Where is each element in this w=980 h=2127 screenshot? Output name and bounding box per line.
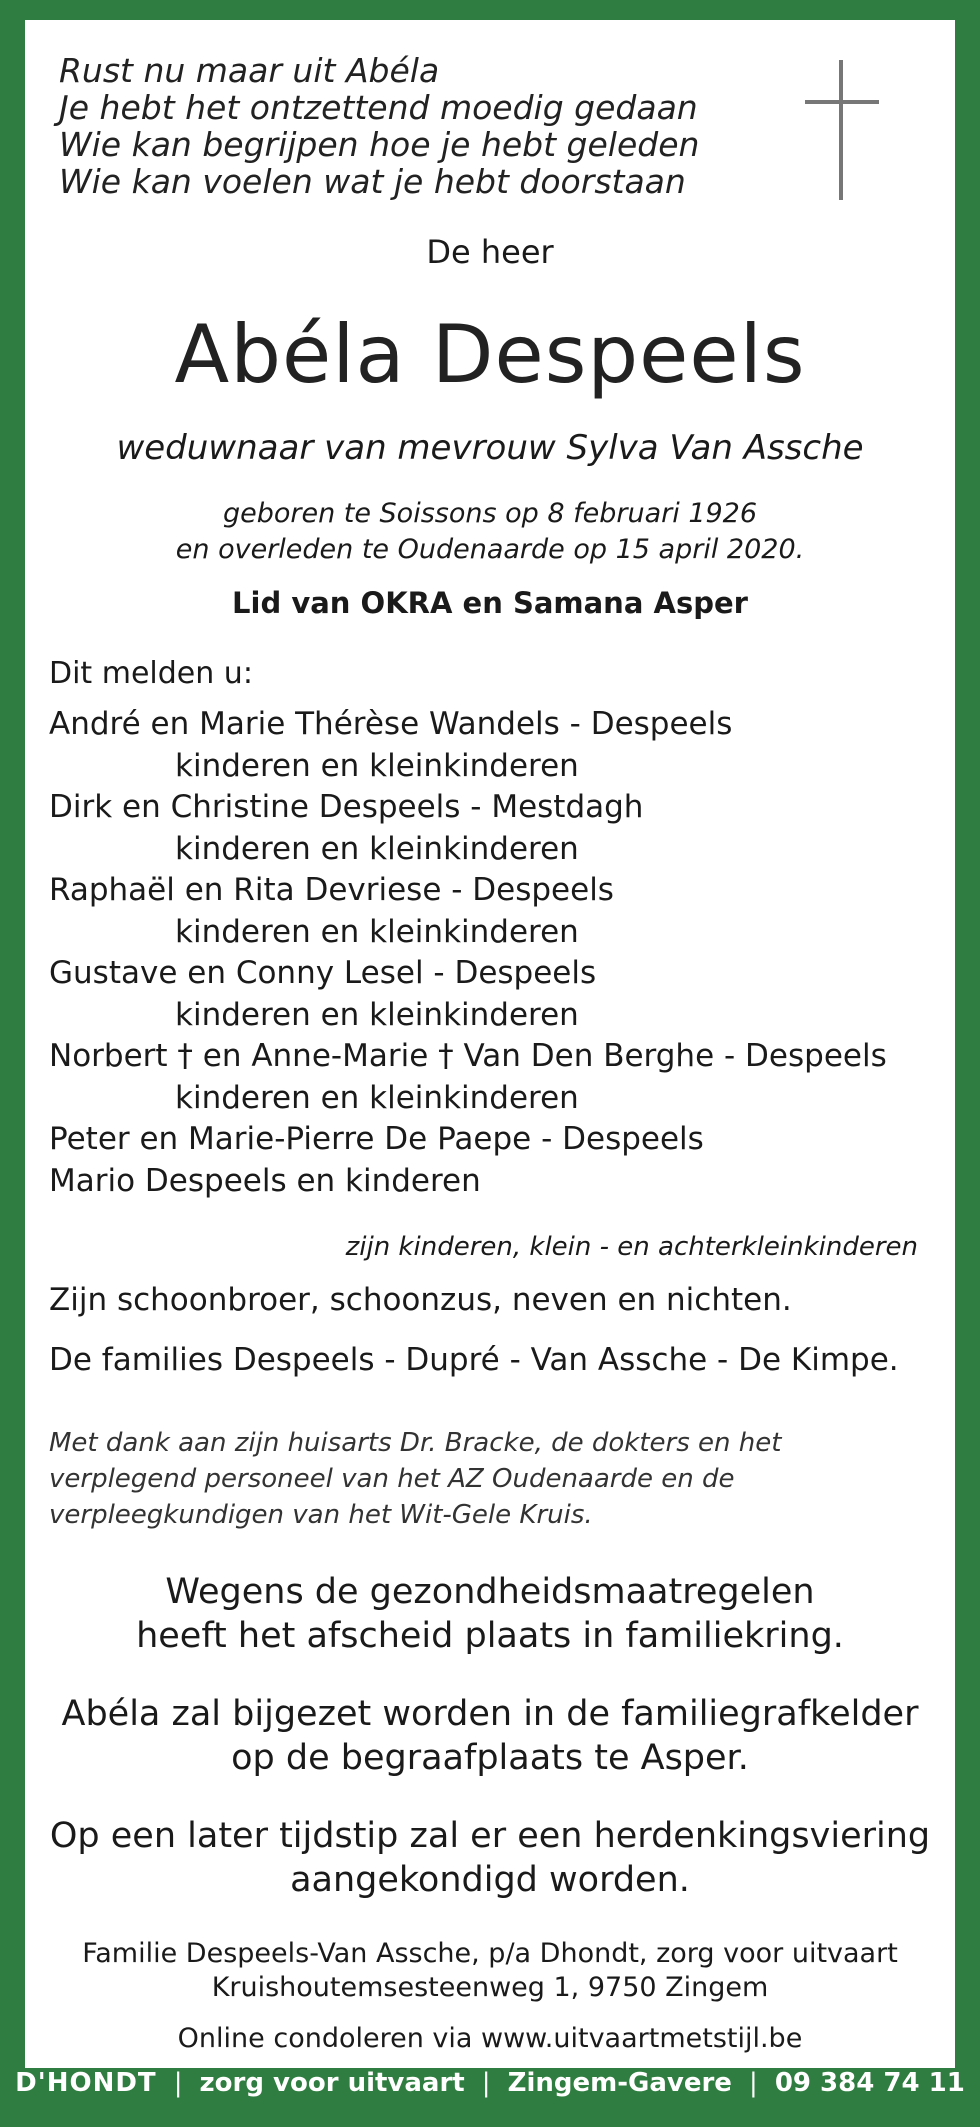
footer-service: zorg voor uitvaart <box>199 2068 465 2098</box>
separator: | <box>481 2068 491 2098</box>
announcers-intro: Dit melden u: <box>49 656 253 691</box>
poem-line: Je hebt het ontzettend moedig gedaan <box>59 88 698 127</box>
in-laws-line: Zijn schoonbroer, schoonzus, neven en nichten. <box>49 1282 792 1318</box>
family-entry: Mario Despeels en kinderen <box>49 1162 481 1199</box>
latin-cross-icon <box>805 60 879 200</box>
footer-locations: Zingem-Gavere <box>507 2068 732 2098</box>
families-line: De families Despeels - Dupré - Van Assche - De Kimpe. <box>49 1342 899 1378</box>
thanks-line: verplegend personeel van het AZ Oudenaarde en de <box>49 1464 735 1494</box>
contact-line: Kruishoutemsesteenweg 1, 9750 Zingem <box>211 1972 769 2003</box>
notice-line: Op een later tijdstip zal er een herdenkingsviering <box>49 1816 931 1856</box>
family-entry-sub: kinderen en kleinkinderen <box>175 830 579 867</box>
family-entry: André en Marie Thérèse Wandels - Despeels <box>49 706 733 742</box>
separator: | <box>749 2068 758 2098</box>
family-entry-sub: kinderen en kleinkinderen <box>175 1079 579 1116</box>
children-summary: zijn kinderen, klein - en achterkleinkinderen <box>345 1232 918 1262</box>
birth-line: geboren te Soissons op 8 februari 1926 <box>222 498 758 529</box>
obituary-card <box>25 20 955 2068</box>
notice-line: heeft het afscheid plaats in familiekring. <box>136 1616 844 1656</box>
deceased-name: Abéla Despeels <box>174 308 806 401</box>
footer-bar <box>0 2068 980 2127</box>
funeral-home-brand: D'HONDT <box>15 2068 157 2098</box>
footer-phone: 09 384 74 11 <box>774 2068 965 2098</box>
poem <box>59 52 699 200</box>
title-prefix: De heer <box>426 233 554 271</box>
family-entry: Raphaël en Rita Devriese - Despeels <box>49 872 614 908</box>
thanks-note <box>49 1425 781 1533</box>
contact-line: Familie Despeels-Van Assche, p/a Dhondt, zorg voor uitvaart <box>82 1938 898 1969</box>
notice-line: Abéla zal bijgezet worden in de familiegrafkelder <box>61 1694 919 1734</box>
family-entry: Peter en Marie-Pierre De Paepe - Despeels <box>49 1121 704 1157</box>
family-entry-sub: kinderen en kleinkinderen <box>175 747 579 784</box>
poem-line: Rust nu maar uit Abéla <box>59 51 440 90</box>
notice-burial <box>25 1692 955 1780</box>
family-entry: Norbert † en Anne-Marie † Van Den Berghe - Despeels <box>49 1038 887 1074</box>
thanks-line: verpleegkundigen van het Wit-Gele Kruis. <box>49 1500 593 1530</box>
notice-line: aangekondigd worden. <box>290 1860 690 1900</box>
poem-line: Wie kan begrijpen hoe je hebt geleden <box>59 125 700 164</box>
separator: | <box>173 2068 183 2098</box>
family-entry-sub: kinderen en kleinkinderen <box>175 913 579 950</box>
online-condolence: Online condoleren via www.uitvaartmetstijl.be <box>177 2023 803 2054</box>
notice-health <box>25 1570 955 1658</box>
family-entry: Dirk en Christine Despeels - Mestdagh <box>49 789 644 825</box>
notice-line: Wegens de gezondheidsmaatregelen <box>165 1572 815 1612</box>
dates <box>25 496 955 568</box>
thanks-line: Met dank aan zijn huisarts Dr. Bracke, de dokters en het <box>49 1428 782 1458</box>
death-line: en overleden te Oudenaarde op 15 april 2020. <box>175 534 805 565</box>
family-entry-sub: kinderen en kleinkinderen <box>175 996 579 1033</box>
notice-line: op de begraafplaats te Asper. <box>231 1738 749 1778</box>
poem-line: Wie kan voelen wat je hebt doorstaan <box>59 162 686 201</box>
spouse-line: weduwnaar van mevrouw Sylva Van Assche <box>116 428 864 468</box>
family-list <box>49 704 887 1202</box>
contact-address <box>25 1937 955 2005</box>
family-entry: Gustave en Conny Lesel - Despeels <box>49 955 597 991</box>
membership-line: Lid van OKRA en Samana Asper <box>232 586 748 620</box>
notice-memorial <box>25 1814 955 1902</box>
